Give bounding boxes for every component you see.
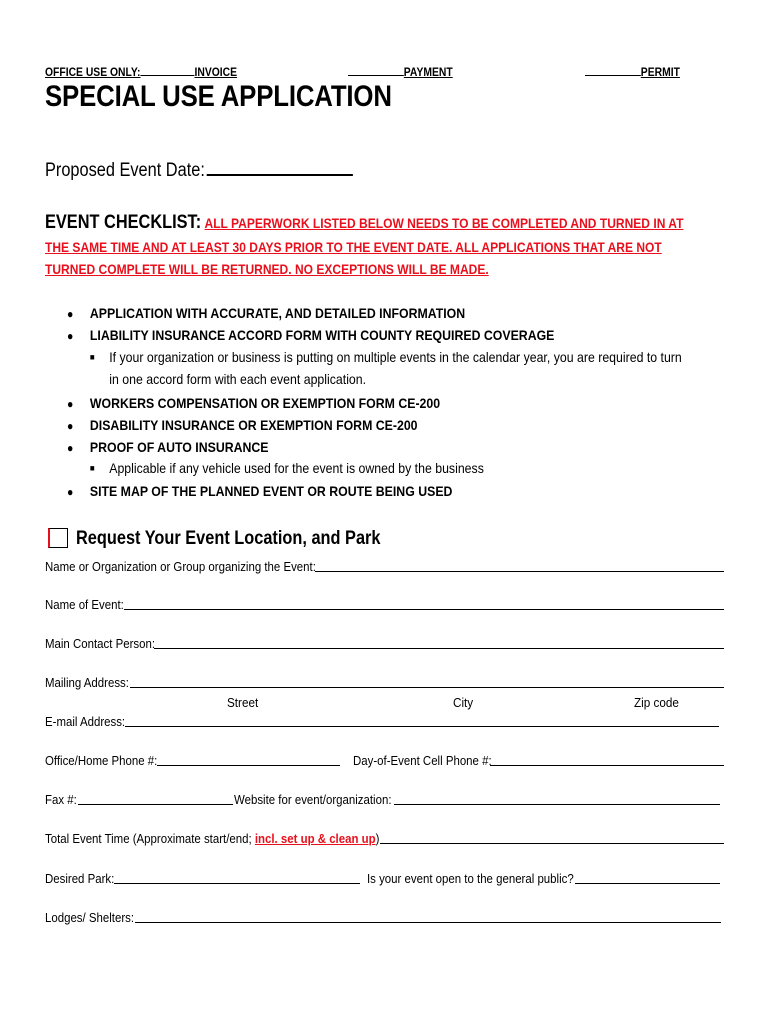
office-use-permit — [585, 64, 680, 79]
open-public-label: Is your event open to the general public? — [367, 871, 574, 886]
permit-label: PERMIT — [640, 67, 680, 79]
sub-list-item: ■ If your organization or business is putting on multiple events in the calendar year, you are required to turn — [89, 349, 682, 365]
bullet-icon: ● — [67, 441, 74, 455]
list-item: ● PROOF OF AUTO INSURANCE — [67, 439, 269, 455]
website-field[interactable] — [394, 804, 720, 805]
desired-park-label: Desired Park: — [45, 871, 115, 886]
zip-label: Zip code — [634, 695, 679, 710]
fax-field[interactable] — [78, 804, 233, 805]
bullet-icon: ● — [67, 329, 74, 343]
proposed-event-date — [45, 156, 353, 182]
section-heading — [48, 528, 430, 550]
list-item: ● SITE MAP OF THE PLANNED EVENT OR ROUTE BEING USED — [67, 483, 453, 499]
bullet-icon: ● — [67, 307, 74, 321]
list-item: ● LIABILITY INSURANCE ACCORD FORM WITH COUNTY REQUIRED COVERAGE — [67, 327, 555, 343]
bullet-icon: ● — [67, 485, 74, 499]
desired-park-field[interactable] — [114, 883, 360, 884]
website-label: Website for event/organization: — [234, 792, 392, 807]
payment-blank[interactable] — [348, 64, 404, 76]
list-item: ● DISABILITY INSURANCE OR EXEMPTION FORM CE-200 — [67, 417, 418, 433]
checklist-warning-line3: TURNED COMPLETE WILL BE RETURNED. NO EXCEPTIONS WILL BE MADE. — [45, 261, 489, 277]
office-use-payment — [348, 64, 453, 79]
bullet-icon: ● — [67, 419, 74, 433]
event-date-label: Proposed Event Date: — [45, 160, 205, 181]
street-label: Street — [227, 695, 259, 710]
open-public-field[interactable] — [575, 883, 720, 884]
event-time-note: incl. set up & clean up — [254, 831, 376, 846]
sub-list-item-cont: in one accord form with each event application. — [109, 371, 367, 387]
event-name-label: Name of Event: — [45, 597, 124, 612]
event-name-field[interactable] — [124, 609, 724, 610]
event-checklist — [45, 212, 699, 280]
event-date-field[interactable] — [207, 156, 353, 176]
office-use-invoice — [45, 64, 237, 79]
mailing-address-field[interactable] — [130, 687, 724, 688]
section-heading-text: Request Your Event Location, and Park — [76, 528, 381, 549]
organization-field[interactable] — [315, 571, 724, 572]
event-time-label: Total Event Time (Approximate start/end; incl. set up & clean up) — [45, 831, 380, 846]
contact-label: Main Contact Person: — [45, 636, 156, 651]
email-label: E-mail Address: — [45, 714, 126, 729]
list-item: ● WORKERS COMPENSATION OR EXEMPTION FORM CE-200 — [67, 395, 441, 411]
bullet-icon: ● — [67, 397, 74, 411]
email-field[interactable] — [125, 726, 719, 727]
invoice-blank[interactable] — [140, 64, 194, 76]
list-item: ● APPLICATION WITH ACCURATE, AND DETAILED INFORMATION — [67, 305, 466, 321]
office-phone-field[interactable] — [157, 765, 340, 766]
payment-label: PAYMENT — [403, 67, 453, 79]
permit-blank[interactable] — [585, 64, 641, 76]
square-bullet-icon: ■ — [89, 352, 95, 362]
fax-label: Fax #: — [45, 792, 77, 807]
page-title: SPECIAL USE APPLICATION — [45, 80, 392, 113]
checklist-warning-line2: THE SAME TIME AND AT LEAST 30 DAYS PRIOR TO THE EVENT DATE. ALL APPLICATIONS THAT ARE NOT — [45, 239, 662, 255]
sub-list-item: ■ Applicable if any vehicle used for the event is owned by the business — [89, 460, 484, 476]
city-label: City — [453, 695, 474, 710]
checklist-warning-line1: ALL PAPERWORK LISTED BELOW NEEDS TO BE COMPLETED AND TURNED IN AT — [204, 215, 684, 231]
contact-field[interactable] — [154, 648, 724, 649]
checklist-heading: EVENT CHECKLIST: — [45, 212, 202, 233]
organization-label: Name or Organization or Group organizing the Event: — [45, 559, 316, 574]
office-use-label: OFFICE USE ONLY: — [45, 67, 141, 79]
invoice-label: INVOICE — [194, 67, 238, 79]
mailing-address-label: Mailing Address: — [45, 675, 129, 690]
cell-phone-field[interactable] — [490, 765, 724, 766]
cell-phone-label: Day-of-Event Cell Phone #: — [353, 753, 492, 768]
event-time-field[interactable] — [380, 843, 724, 844]
square-bullet-icon: ■ — [89, 463, 95, 473]
office-phone-label: Office/Home Phone #: — [45, 753, 158, 768]
location-checkbox[interactable] — [48, 528, 68, 548]
lodges-label: Lodges/ Shelters: — [45, 910, 135, 925]
lodges-field[interactable] — [135, 922, 721, 923]
